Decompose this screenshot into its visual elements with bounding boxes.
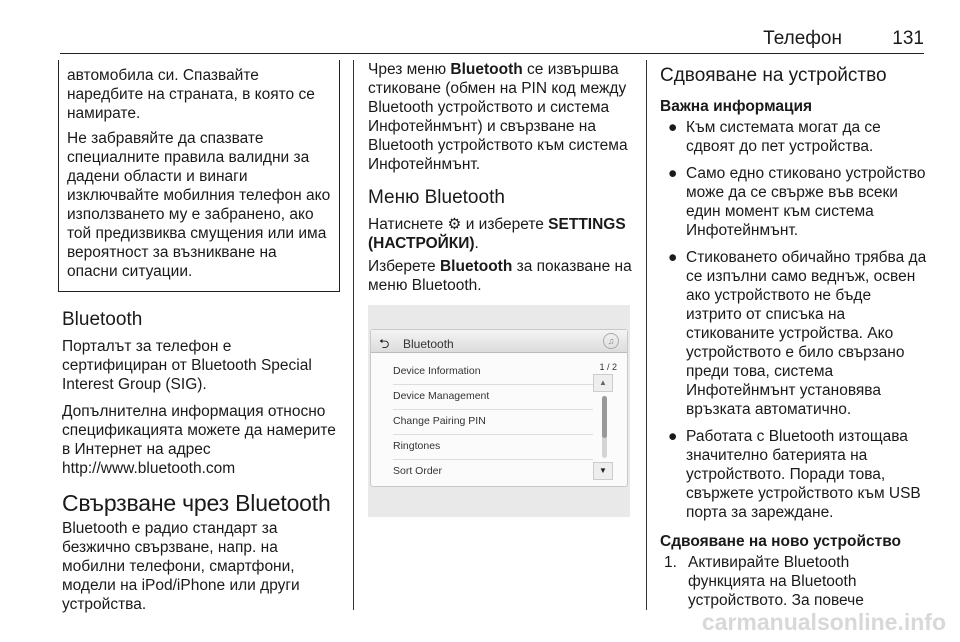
bluetooth-paragraph-2: Допълнителна информация относно спецификацията можете да намерите в Интернет на адрес http://www.bluetooth.com <box>62 403 336 477</box>
bullet-icon: ● <box>668 249 678 266</box>
menu-intro-paragraph: Чрез меню Bluetooth се извършва стиковане (обмен на PIN код между Bluetooth устройството и система Инфотейнмънт) и свързване на Bluetooth устройството към система Инфотейнмънт. <box>368 61 628 173</box>
header-title: Телефон <box>763 28 842 49</box>
list-item: ● Работата с Bluetooth изтощава значително батерията на устройството. Поради това, свържете устройството към USB порта за зареждане. <box>668 428 921 521</box>
menu-bluetooth-heading: Меню Bluetooth <box>368 187 505 208</box>
header-rule <box>60 53 924 54</box>
menu-item-device-management[interactable]: Device Management <box>393 387 593 410</box>
step-text: Активирайте Bluetooth функцията на Bluetooth устройството. За повече <box>688 554 864 609</box>
settings-gear-icon: ⚙ <box>447 216 462 233</box>
column-2 <box>368 60 638 517</box>
warning-text-2: Не забравяйте да спазвате специалните правила валидни за дадени области и винаги изключвайте мобилния телефон ако използването му е забранено, ако той предизвиква смущения или има вероятност за възникване на опасни ситуации. <box>67 130 331 280</box>
music-note-icon: ♫ <box>603 333 619 349</box>
bluetooth-bold: Bluetooth <box>450 61 523 78</box>
step-item <box>660 553 930 610</box>
screen-title-bar <box>371 330 627 353</box>
bluetooth-bold-2: Bluetooth <box>439 258 513 275</box>
bluetooth-menu-screenshot <box>368 305 630 517</box>
connect-paragraph: Bluetooth е радио стандарт за безжично свързване, напр. на мобилни телефони, смартфони, модели на iPod/iPhone или други устройства. <box>62 520 300 613</box>
menu-item-change-pairing-pin[interactable]: Change Pairing PIN <box>393 412 593 435</box>
column-divider-2 <box>646 60 647 610</box>
warning-box <box>58 60 340 292</box>
menu-item-device-information[interactable]: Device Information <box>393 362 593 385</box>
scroll-down-button[interactable]: ▼ <box>593 462 613 480</box>
menu-item-ringtones[interactable]: Ringtones <box>393 437 593 460</box>
new-device-heading: Сдвояване на ново устройство <box>660 533 902 550</box>
back-arrow-icon[interactable]: ⮌ <box>379 336 390 351</box>
page-indicator: 1 / 2 <box>599 362 617 372</box>
screen-panel <box>370 329 628 487</box>
scroll-up-button[interactable]: ▲ <box>593 374 613 392</box>
warning-text-1: автомобила си. Спазвайте наредбите на страната, в която се намирате. <box>67 67 315 122</box>
scrollbar-track[interactable] <box>602 396 607 458</box>
list-item: ● Само едно стиковано устройство може да се свърже във всеки един момент към система Инфотейнмънт. <box>668 165 926 239</box>
important-info-heading: Важна информация <box>660 98 813 115</box>
column-1 <box>62 60 338 622</box>
important-info-list <box>660 118 930 522</box>
bluetooth-heading: Bluetooth <box>62 309 143 330</box>
pairing-steps <box>660 553 930 610</box>
watermark: carmanualsonline.info <box>701 609 946 635</box>
connect-heading: Свързване чрез Bluetooth <box>62 490 331 516</box>
list-item: ● Стиковането обичайно трябва да се изпълни само веднъж, освен ако устройството не бъде изтрито от списъка на стикованите устройства. Ако устройството е било свързано преди това, система Инфотейнмънт установява връзката автоматично. <box>668 249 927 418</box>
list-item: ● Към системата могат да се сдвоят до пет устройства. <box>668 119 881 155</box>
press-settings-paragraph: Натиснете ⚙ и изберете SETTINGS (НАСТРОЙКИ). <box>368 216 626 252</box>
screen-title: Bluetooth <box>403 337 454 351</box>
bullet-icon: ● <box>668 428 678 445</box>
settings-bold: SETTINGS (НАСТРОЙКИ) <box>368 216 626 252</box>
column-3 <box>660 60 930 618</box>
pairing-heading: Сдвояване на устройство <box>660 65 887 86</box>
bullet-icon: ● <box>668 119 678 136</box>
bluetooth-paragraph-1: Порталът за телефон е сертифициран от Bluetooth Special Interest Group (SIG). <box>62 338 312 393</box>
scrollbar-thumb[interactable] <box>602 396 607 438</box>
page-header <box>60 28 924 52</box>
column-divider-1 <box>353 60 354 610</box>
page-number: 131 <box>892 28 924 49</box>
select-bluetooth-paragraph: Изберете Bluetooth за показване на меню Bluetooth. <box>368 258 632 294</box>
bullet-icon: ● <box>668 165 678 182</box>
step-number: 1. <box>664 554 677 571</box>
menu-item-sort-order[interactable]: Sort Order <box>393 465 443 477</box>
